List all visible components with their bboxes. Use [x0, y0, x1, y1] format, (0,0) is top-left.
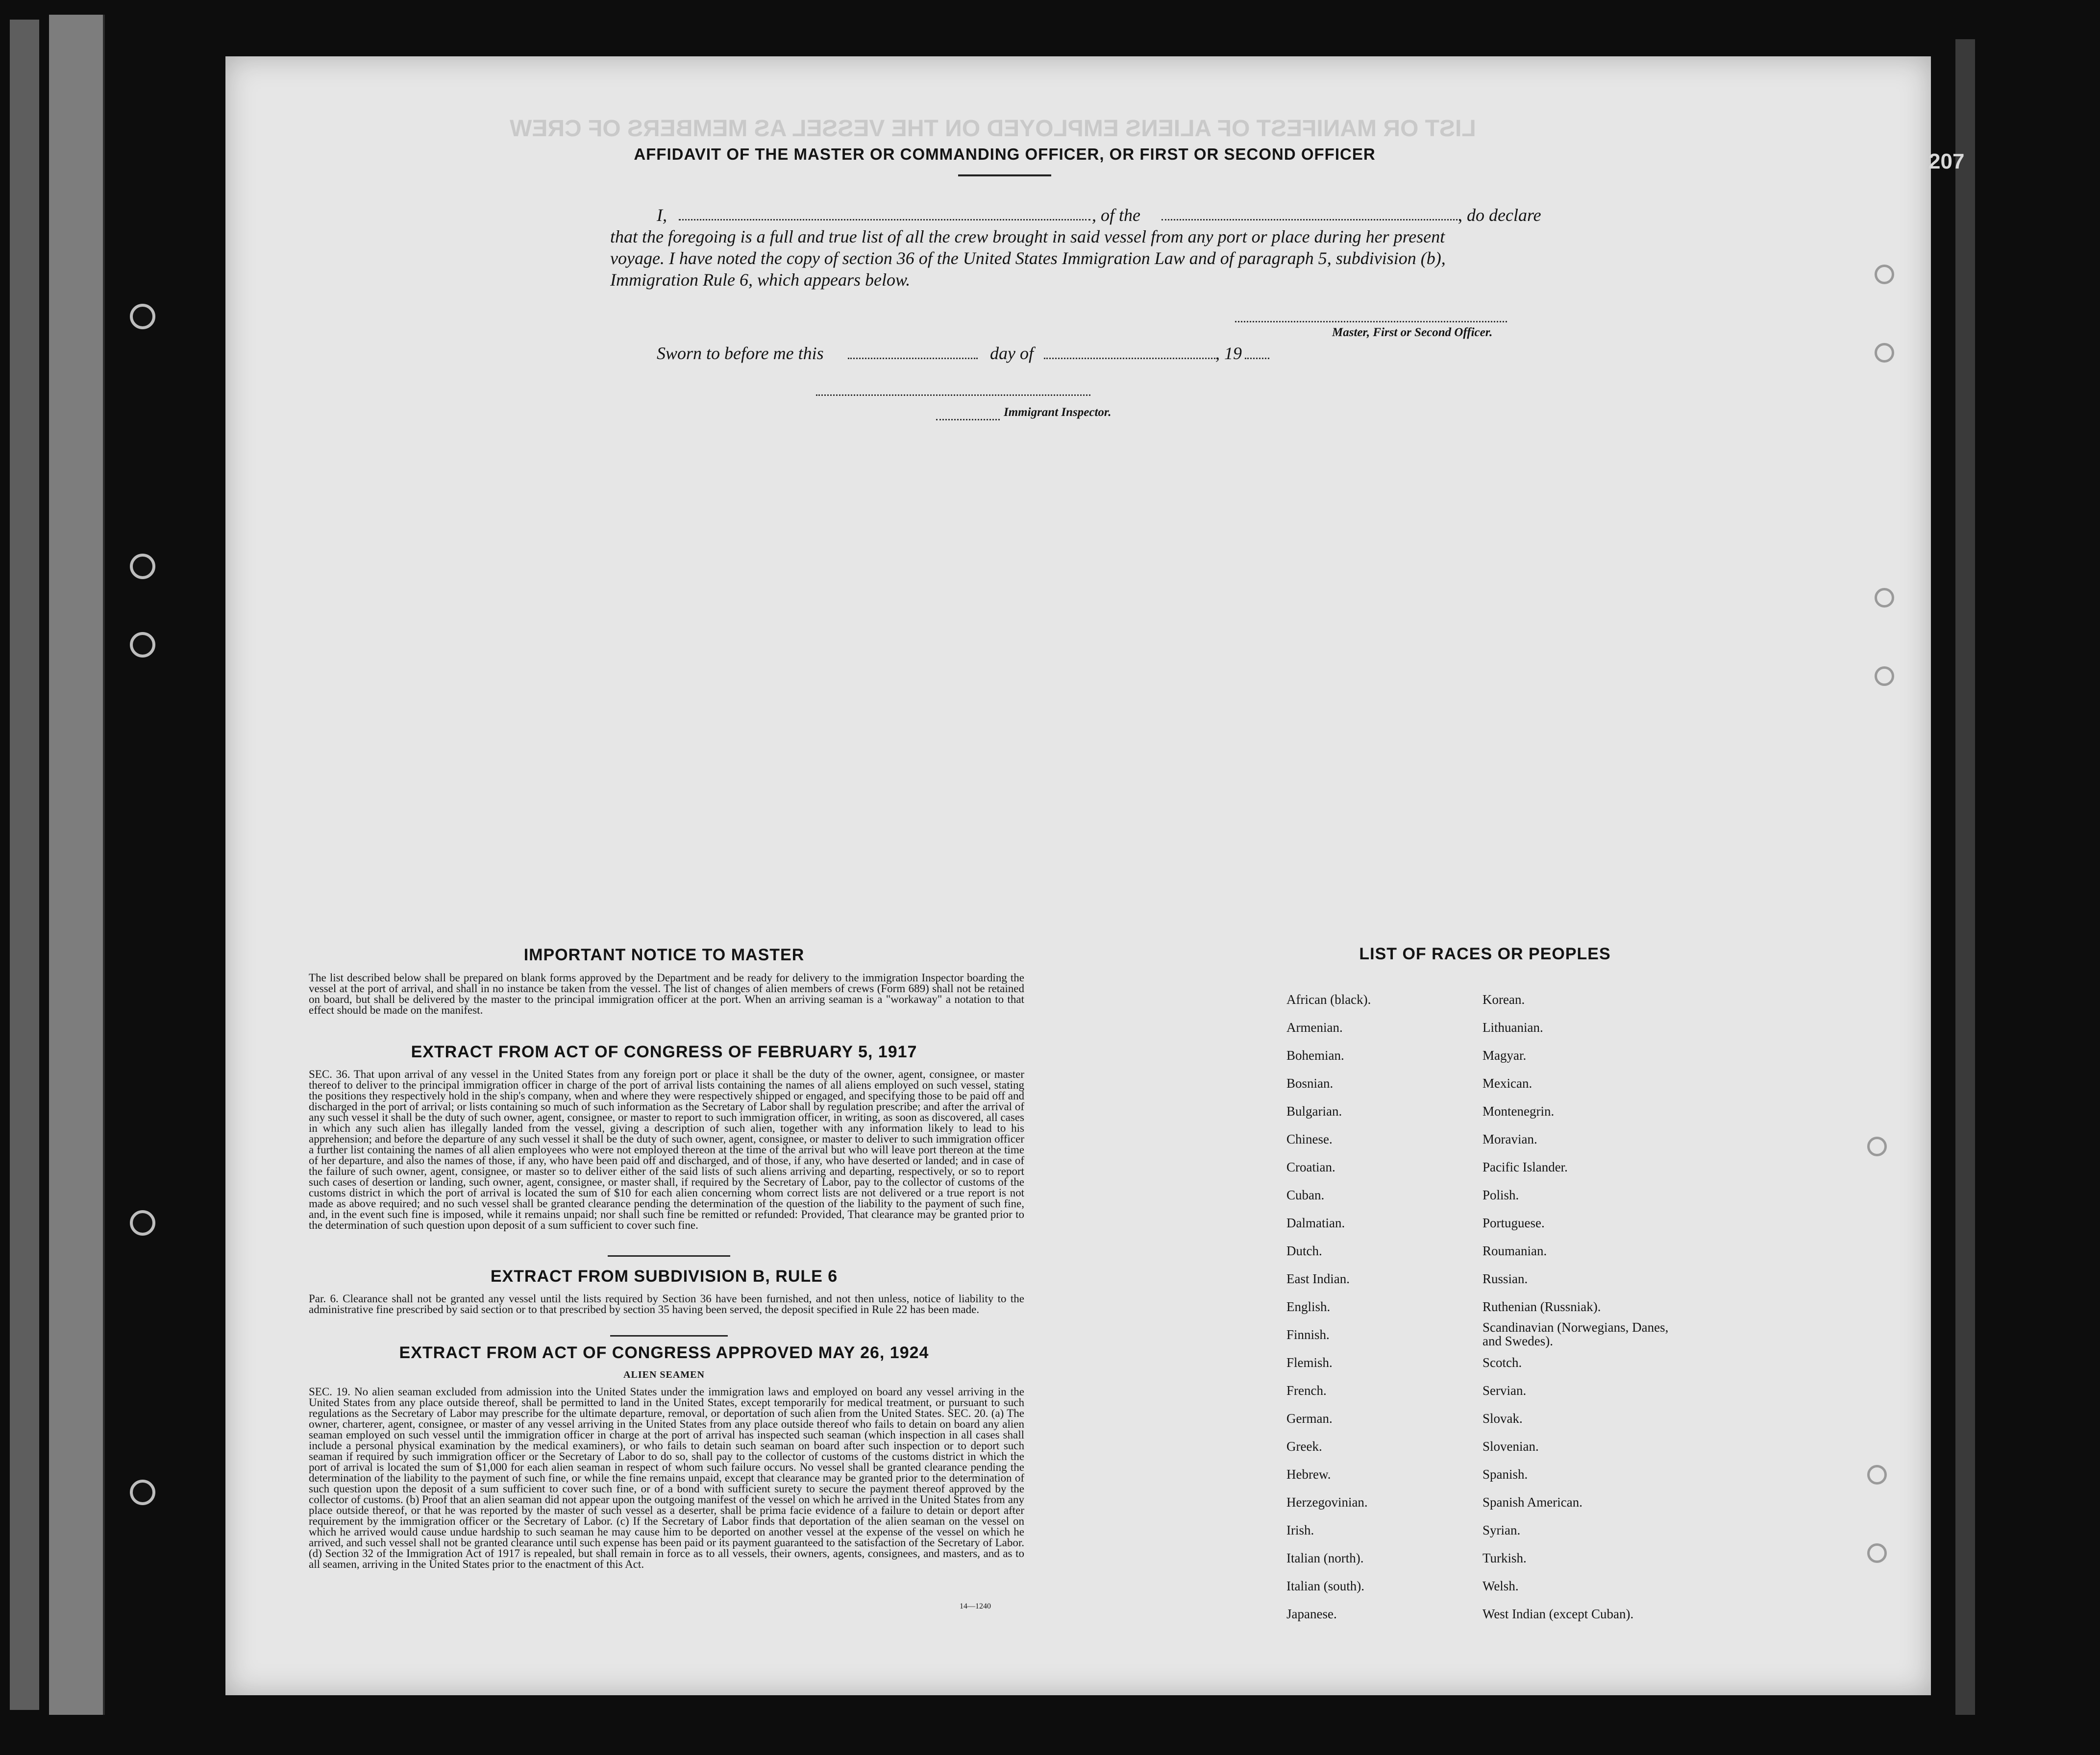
race-item: German. [1286, 1411, 1333, 1426]
race-item: Slovak. [1482, 1411, 1523, 1426]
race-item: Scotch. [1482, 1355, 1522, 1370]
race-item: Spanish American. [1482, 1495, 1582, 1510]
ghost-header: LIST OR MANIFEST OF ALIENS EMPLOYED ON THE VESSEL AS MEMBERS OF CREW [510, 116, 1476, 142]
extract-1924-subtitle: ALIEN SEAMEN [623, 1369, 705, 1380]
race-item: Finnish. [1286, 1327, 1330, 1342]
race-item: Montenegrin. [1482, 1104, 1555, 1119]
inspector-label: Immigrant Inspector. [1004, 406, 1112, 419]
race-item: Pacific Islander. [1482, 1160, 1568, 1174]
race-item: Italian (north). [1286, 1551, 1364, 1565]
sworn-label: Sworn to before me this [657, 343, 824, 363]
race-item: Ruthenian (Russniak). [1482, 1299, 1601, 1314]
affidavit-line-3: Immigration Rule 6, which appears below. [610, 270, 911, 290]
race-item: Irish. [1286, 1523, 1314, 1537]
form-number: 14—1240 [960, 1602, 991, 1610]
binder-hole [130, 554, 155, 579]
inspector-signature-blank-2[interactable] [936, 419, 1000, 420]
race-item: Chinese. [1286, 1132, 1333, 1146]
page-number: 207 [1928, 149, 1965, 173]
sworn-date-blank[interactable] [848, 358, 978, 359]
race-item: Polish. [1482, 1188, 1519, 1202]
binder-edge-outer [10, 20, 39, 1710]
notice-title: IMPORTANT NOTICE TO MASTER [523, 946, 805, 964]
notice-text: The list described below shall be prepared on blank forms approved by the Department and be ready for delivery to the immigration Inspector boarding the vessel at the port of arrival, and shall in no instance be taken from the vessel. The list of changes of alien members of crews (Form 689) shall not be retained on board, but shall be delivered by the master to the principal immigration officer at the port. When an arriving seaman is a "workaway" a notation to that effect should be made on the manifest. [309, 972, 1024, 1016]
affidavit-line-2: voyage. I have noted the copy of section 36 of the United States Immigration Law and of paragraph 5, subdivision (b), [610, 248, 1446, 268]
race-item: Greek. [1286, 1439, 1322, 1454]
affidavit-title-rule [958, 174, 1051, 176]
subdivision-text: Par. 6. Clearance shall not be granted any vessel until the lists required by Section 36 have been furnished, and not then unless, notice of liability to the administrative fine prescribed by said section or to that prescribed by section 35 having been served, the deposit specified in Rule 22 has been made. [309, 1292, 1024, 1316]
race-item: African (black). [1286, 992, 1371, 1007]
name-blank[interactable] [679, 219, 1090, 220]
race-item: Roumanian. [1482, 1243, 1547, 1258]
race-item: Dalmatian. [1286, 1216, 1345, 1230]
race-item: Herzegovinian. [1286, 1495, 1368, 1510]
race-item: Lithuanian. [1482, 1020, 1543, 1035]
race-item: Bohemian. [1286, 1048, 1344, 1063]
race-item: French. [1286, 1383, 1327, 1398]
race-item: Servian. [1482, 1383, 1527, 1398]
binder-hole [130, 304, 155, 329]
race-item: Magyar. [1482, 1048, 1527, 1063]
affidavit-line-1: that the foregoing is a full and true list of all the crew brought in said vessel from any port or place during her present [610, 227, 1445, 246]
affidavit-title: AFFIDAVIT OF THE MASTER OR COMMANDING OFFICER, OR FIRST OR SECOND OFFICER [634, 145, 1376, 163]
extract-1924-text: SEC. 19. No alien seaman excluded from admission into the United States under the immigration laws and employed on board any vessel arriving in the United States from any place outside thereof, shall be permitted to land in the United States, except temporarily for medical treatment, or pursuant to such regulations as the Secretary of Labor may prescribe for the ultimate departure, removal, or deportation of such alien from the United States. SEC. 20. (a) The owner, charterer, agent, consignee, or master of any vessel arriving in the United States from any place outside thereof who fails to detain on board any alien seaman employed on such vessel until the immigration officer in charge at the port of arrival has inspected such seaman (which inspection in all cases shall include a personal physical examination by the medical examiners), or who fails to detain such seaman on board after such inspection or to deport such seaman if required by such immigration officer or the Secretary of Labor to do so, shall pay to the collector of customs of the customs district in which the port of arrival is located the sum of $1,000 for each alien seaman in respect of whom such failure occurs. No vessel shall be granted clearance pending the determination of the liability to the payment of such fine, or while the fine remains unpaid, except that clearance may be granted prior to the determination of such question upon the deposit of a sum sufficient to cover such fine, or of a bond with sufficient surety to secure the payment thereof approved by the collector of customs. (b) Proof that an alien seaman did not appear upon the outgoing manifest of the vessel on which he arrived in the United States from any place outside thereof, or that he was reported by the master of such vessel as a deserter, shall be prima facie evidence of a failure to detain or deport after requirement by the immigration officer or the Secretary of Labor. (c) If the Secretary of Labor finds that deportation of the alien seaman on the vessel on which he arrived would cause undue hardship to such seaman he may cause him to be deported on another vessel at the expense of the vessel on which he arrived, and such vessel shall not be granted clearance until such expense has been paid or its payment guaranteed to the satisfaction of the Secretary of Labor. (d) Section 32 of the Immigration Act of 1917 is repealed, but shall remain in force as to all vessels, their owners, agents, consignees, and masters, and as to all seamen, arriving in the United States prior to the enactment of this Act. [309, 1386, 1024, 1570]
binder-hole [130, 1480, 155, 1505]
race-item: Dutch. [1286, 1243, 1322, 1258]
race-item: Bosnian. [1286, 1076, 1334, 1091]
race-item: Portuguese. [1482, 1216, 1545, 1230]
race-item: Armenian. [1286, 1020, 1343, 1035]
race-item: Hebrew. [1286, 1467, 1331, 1482]
race-item: West Indian (except Cuban). [1482, 1607, 1634, 1621]
race-item: Japanese. [1286, 1607, 1337, 1621]
ring-hole [1875, 666, 1894, 686]
binder-edge [49, 15, 105, 1715]
ring-hole [1875, 343, 1894, 363]
ring-hole [1867, 1137, 1887, 1156]
affidavit-do-declare: , do declare [1458, 205, 1541, 225]
year-blank[interactable] [1245, 358, 1269, 359]
race-item: Croatian. [1286, 1160, 1335, 1174]
race-item: Slovenian. [1482, 1439, 1539, 1454]
race-item: Welsh. [1482, 1579, 1519, 1593]
master-signature-label: Master, First or Second Officer. [1332, 326, 1493, 339]
race-item: Korean. [1482, 992, 1525, 1007]
race-item: Scandinavian (Norwegians, Danes, and Swedes). [1482, 1320, 1669, 1348]
binder-hole [130, 1210, 155, 1236]
race-item: Moravian. [1482, 1132, 1537, 1146]
race-item: Syrian. [1482, 1523, 1521, 1537]
ring-hole [1867, 1465, 1887, 1485]
race-item: Flemish. [1286, 1355, 1333, 1370]
race-item: Turkish. [1482, 1551, 1527, 1565]
race-item: East Indian. [1286, 1271, 1350, 1286]
affidavit-of-the: , of the [1092, 205, 1140, 225]
race-item: Italian (south). [1286, 1579, 1364, 1593]
extract-1917-title: EXTRACT FROM ACT OF CONGRESS OF FEBRUARY 5, 1917 [411, 1043, 917, 1061]
race-item: Spanish. [1482, 1467, 1528, 1482]
inspector-signature-blank[interactable] [816, 394, 1090, 396]
race-item: Bulgarian. [1286, 1104, 1342, 1119]
race-item: Mexican. [1482, 1076, 1532, 1091]
sworn-month-blank[interactable] [1044, 358, 1218, 359]
affidavit-i: I, [657, 205, 667, 225]
ring-hole [1875, 265, 1894, 284]
master-signature-blank[interactable] [1235, 321, 1507, 322]
race-item: English. [1286, 1299, 1331, 1314]
binder-hole [130, 632, 155, 658]
ring-hole [1875, 588, 1894, 608]
extract-1917-rule [608, 1255, 730, 1257]
subdivision-rule [610, 1335, 728, 1337]
extract-1917-text: SEC. 36. That upon arrival of any vessel in the United States from any foreign port or place it shall be the duty of the owner, agent, consignee, or master thereof to deliver to the principal immigration officer in charge of the port of arrival lists containing the names of all aliens employed on such vessel, stating the positions they respectively hold in the ship's company, when and where they were respectively shipped or engaged, and specifying those to be paid off and discharged in the port of arrival; or lists containing so much of such information as the Secretary of Labor shall by regulation prescribe; and after the arrival of any such vessel it shall be the duty of such owner, agent, consignee, or master to report to such immigration officer, in writing, as soon as discovered, all cases in which any such alien has illegally landed from the vessel, giving a description of such alien, together with any information likely to lead to his apprehension; and before the departure of any such vessel it shall be the duty of such owner, agent, consignee, or master to deliver to such immigration officer a further list containing the names of all alien employees who were not employed thereon at the time of the arrival but who will leave port thereon at the time of her departure, and also the names of those, if any, who have been paid off and discharged, and of those, if any, who have deserted or landed; and in case of the failure of such owner, agent, consignee, or master so to deliver either of the said lists of such aliens arriving and departing, respectively, or so to report such cases of desertion or landing, such owner, agent, consignee, or master shall, if required by the Secretary of Labor, pay to the collector of customs of the customs district in which the port of arrival is located the sum of $10 for each alien concerning whom correct lists are not delivered or a true report is not made as above required; and no such vessel shall be granted clearance pending the determination of the question of the liability to the payment of such fine, and, in the event such fine is imposed, while it remains unpaid; nor shall such fine be remitted or refunded: Provided, That clearance may be granted prior to the determination of such question upon deposit of a sum sufficient to cover such fine. [309, 1068, 1024, 1231]
page-right-edge [1955, 39, 1975, 1715]
vessel-blank[interactable] [1161, 219, 1460, 220]
extract-1924-title: EXTRACT FROM ACT OF CONGRESS APPROVED MAY 26, 1924 [399, 1343, 929, 1362]
year-label: , 19 [1215, 343, 1242, 363]
races-title: LIST OF RACES OR PEOPLES [1359, 945, 1611, 963]
day-of-label: day of [990, 343, 1034, 363]
subdivision-title: EXTRACT FROM SUBDIVISION B, RULE 6 [490, 1267, 838, 1286]
race-item: Cuban. [1286, 1188, 1325, 1202]
ring-hole [1867, 1543, 1887, 1563]
race-item: Russian. [1482, 1271, 1528, 1286]
